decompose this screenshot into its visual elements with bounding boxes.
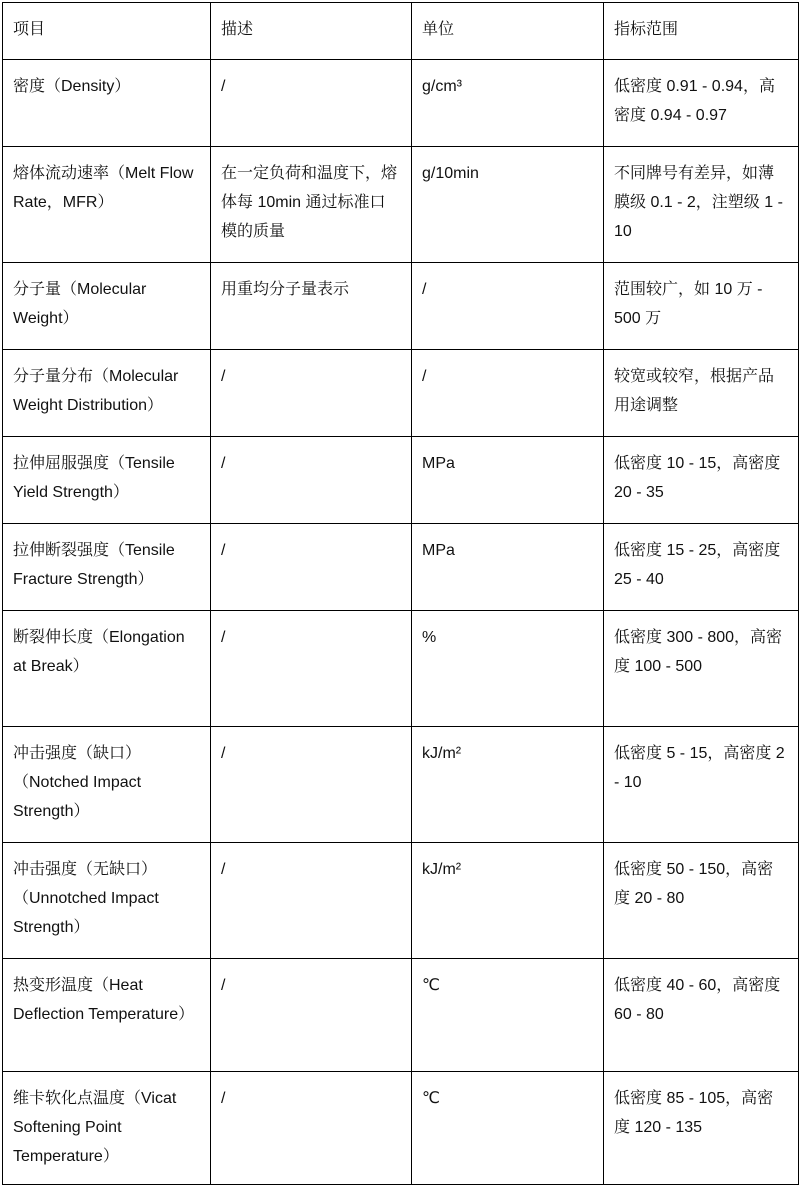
cell-unit: ℃ (412, 1072, 604, 1185)
cell-item: 维卡软化点温度（Vicat Softening Point Temperature） (3, 1072, 211, 1185)
table-row (3, 959, 799, 1072)
cell-unit: kJ/m² (412, 727, 604, 843)
table-row (3, 1072, 799, 1185)
cell-range: 低密度 85 - 105，高密度 120 - 135 (604, 1072, 799, 1185)
table-row (3, 147, 799, 263)
table-row (3, 524, 799, 611)
cell-item: 拉伸屈服强度（Tensile Yield Strength） (3, 437, 211, 524)
cell-range: 低密度 50 - 150，高密度 20 - 80 (604, 843, 799, 959)
table-row (3, 437, 799, 524)
table-row (3, 350, 799, 437)
cell-item: 密度（Density） (3, 60, 211, 147)
cell-unit: kJ/m² (412, 843, 604, 959)
cell-range: 低密度 40 - 60，高密度 60 - 80 (604, 959, 799, 1072)
cell-item: 分子量（Molecular Weight） (3, 263, 211, 350)
header-description: 描述 (211, 3, 412, 60)
properties-table (2, 2, 799, 1185)
cell-description: / (211, 727, 412, 843)
cell-item: 冲击强度（无缺口）（Unnotched Impact Strength） (3, 843, 211, 959)
table-row (3, 60, 799, 147)
table-row (3, 611, 799, 727)
cell-unit: % (412, 611, 604, 727)
cell-description: / (211, 60, 412, 147)
header-range: 指标范围 (604, 3, 799, 60)
cell-range: 范围较广，如 10 万 - 500 万 (604, 263, 799, 350)
cell-unit: MPa (412, 437, 604, 524)
cell-range: 低密度 300 - 800，高密度 100 - 500 (604, 611, 799, 727)
table-header-row (3, 3, 799, 60)
cell-range: 低密度 0.91 - 0.94，高密度 0.94 - 0.97 (604, 60, 799, 147)
cell-unit: g/10min (412, 147, 604, 263)
cell-item: 断裂伸长度（Elongation at Break） (3, 611, 211, 727)
cell-description: / (211, 959, 412, 1072)
cell-unit: g/cm³ (412, 60, 604, 147)
cell-item: 冲击强度（缺口）（Notched Impact Strength） (3, 727, 211, 843)
cell-unit: MPa (412, 524, 604, 611)
cell-description: / (211, 1072, 412, 1185)
table-row (3, 263, 799, 350)
cell-unit: / (412, 263, 604, 350)
table-row (3, 843, 799, 959)
cell-range: 不同牌号有差异，如薄膜级 0.1 - 2，注塑级 1 - 10 (604, 147, 799, 263)
cell-item: 分子量分布（Molecular Weight Distribution） (3, 350, 211, 437)
cell-item: 热变形温度（Heat Deflection Temperature） (3, 959, 211, 1072)
cell-description: 在一定负荷和温度下，熔体每 10min 通过标准口模的质量 (211, 147, 412, 263)
cell-description: / (211, 611, 412, 727)
table-row (3, 727, 799, 843)
cell-range: 较宽或较窄，根据产品用途调整 (604, 350, 799, 437)
cell-range: 低密度 10 - 15，高密度 20 - 35 (604, 437, 799, 524)
header-unit: 单位 (412, 3, 604, 60)
cell-unit: ℃ (412, 959, 604, 1072)
cell-range: 低密度 15 - 25，高密度 25 - 40 (604, 524, 799, 611)
cell-item: 熔体流动速率（Melt Flow Rate，MFR） (3, 147, 211, 263)
cell-description: / (211, 437, 412, 524)
cell-unit: / (412, 350, 604, 437)
cell-description: / (211, 524, 412, 611)
cell-item: 拉伸断裂强度（Tensile Fracture Strength） (3, 524, 211, 611)
cell-description: 用重均分子量表示 (211, 263, 412, 350)
cell-description: / (211, 843, 412, 959)
cell-range: 低密度 5 - 15，高密度 2 - 10 (604, 727, 799, 843)
cell-description: / (211, 350, 412, 437)
header-item: 项目 (3, 3, 211, 60)
